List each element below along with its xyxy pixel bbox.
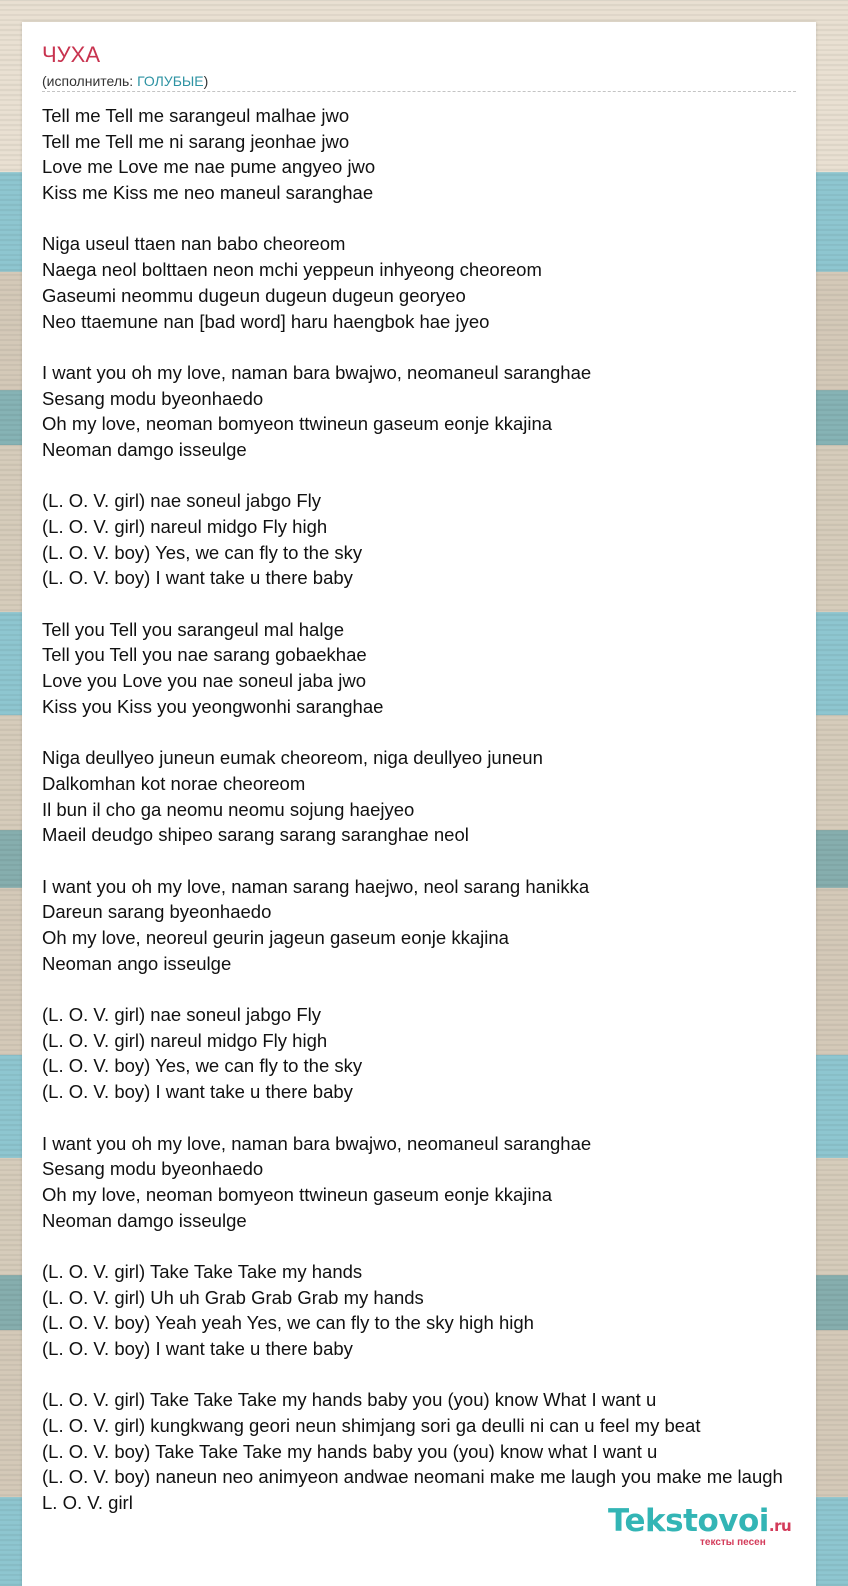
- lyric-line: Naega neol bolttaen neon mchi yeppeun inhyeong cheoreom: [42, 259, 542, 281]
- lyric-line: Neoman ango isseulge: [42, 952, 232, 974]
- lyric-line: Kiss me Kiss me neo maneul saranghae: [42, 182, 374, 204]
- lyric-line: Dareun sarang byeonhaedo: [42, 901, 272, 923]
- lyric-line: L. O. V. girl: [42, 1492, 133, 1514]
- lyric-blank-line: [42, 206, 848, 232]
- lyric-line: Niga deullyeo juneun eumak cheoreom, niga deullyeo juneun: [42, 747, 543, 769]
- lyric-blank-line: [42, 1362, 848, 1388]
- lyric-line: (L. O. V. boy) I want take u there baby: [42, 567, 353, 589]
- lyric-line: (L. O. V. girl) Uh uh Grab Grab Grab my hands: [42, 1286, 424, 1308]
- lyric-blank-line: [42, 848, 848, 874]
- lyric-line: Il bun il cho ga neomu neomu sojung haejyeo: [42, 798, 415, 820]
- artist-suffix: ): [203, 73, 209, 89]
- lyric-line: Love me Love me nae pume angyeo jwo: [42, 156, 376, 178]
- title-divider: [42, 91, 796, 92]
- artist-link[interactable]: ГОЛУБЫЕ: [137, 73, 204, 89]
- lyric-blank-line: [42, 976, 848, 1002]
- logo-name: Tekstovoi: [608, 1503, 769, 1539]
- lyric-line: Dalkomhan kot norae cheoreom: [42, 772, 306, 794]
- lyric-blank-line: [42, 334, 848, 360]
- lyric-line: Oh my love, neoman bomyeon ttwineun gaseum eonje kkajina: [42, 1183, 553, 1205]
- artist-prefix: (исполнитель:: [42, 73, 138, 89]
- lyric-line: (L. O. V. boy) Yeah yeah Yes, we can fly to the sky high high: [42, 1312, 534, 1334]
- lyric-line: Neoman damgo isseulge: [42, 438, 247, 460]
- lyric-line: Niga useul ttaen nan babo cheoreom: [42, 233, 346, 255]
- lyric-line: Love you Love you nae soneul jaba jwo: [42, 670, 366, 692]
- lyric-line: Tell me Tell me sarangeul malhae jwo: [42, 105, 350, 126]
- logo-tagline: тексты песен: [700, 1537, 766, 1548]
- lyric-line: Neo ttaemune nan [bad word] haru haengbok hae jyeo: [42, 310, 490, 332]
- lyrics-text: [42, 103, 848, 1516]
- lyric-line: (L. O. V. boy) I want take u there baby: [42, 1081, 353, 1103]
- lyric-line: Sesang modu byeonhaedo: [42, 1158, 264, 1180]
- lyric-line: Gaseumi neommu dugeun dugeun dugeun georyeo: [42, 284, 466, 306]
- lyric-line: Oh my love, neoman bomyeon ttwineun gaseum eonje kkajina: [42, 413, 553, 435]
- lyric-line: (L. O. V. boy) Take Take Take my hands baby you (you) know what I want u: [42, 1440, 658, 1462]
- lyric-line: Maeil deudgo shipeo sarang sarang saranghae neol: [42, 824, 469, 846]
- lyric-blank-line: [42, 1105, 848, 1131]
- lyric-line: (L. O. V. girl) kungkwang geori neun shimjang sori ga deulli ni can u feel my beat: [42, 1415, 701, 1437]
- lyric-line: Tell me Tell me ni sarang jeonhae jwo: [42, 130, 350, 152]
- lyric-line: (L. O. V. boy) I want take u there baby: [42, 1338, 353, 1359]
- lyric-blank-line: [42, 463, 848, 489]
- lyric-line: Tell you Tell you nae sarang gobaekhae: [42, 644, 367, 666]
- lyric-line: (L. O. V. girl) nae soneul jabgo Fly: [42, 490, 322, 512]
- song-title: ЧУХА: [42, 42, 100, 67]
- lyric-line: Sesang modu byeonhaedo: [42, 387, 264, 409]
- lyric-line: I want you oh my love, naman bara bwajwo, neomaneul saranghae: [42, 1132, 592, 1154]
- artist-line: [42, 73, 208, 89]
- lyric-line: (L. O. V. girl) Take Take Take my hands baby you (you) know What I want u: [42, 1389, 657, 1411]
- lyric-line: Kiss you Kiss you yeongwonhi saranghae: [42, 695, 384, 717]
- lyric-line: Oh my love, neoreul geurin jageun gaseum eonje kkajina: [42, 927, 509, 948]
- lyric-line: Tell you Tell you sarangeul mal halge: [42, 618, 345, 640]
- lyric-line: I want you oh my love, naman sarang haejwo, neol sarang hanikka: [42, 875, 590, 897]
- lyrics-card: [22, 22, 816, 1586]
- lyric-line: I want you oh my love, naman bara bwajwo, neomaneul saranghae: [42, 361, 592, 383]
- lyric-line: (L. O. V. boy) Yes, we can fly to the sky: [42, 541, 363, 563]
- lyric-line: (L. O. V. girl) nae soneul jabgo Fly: [42, 1004, 322, 1026]
- lyric-line: (L. O. V. girl) nareul midgo Fly high: [42, 1029, 328, 1051]
- lyric-blank-line: [42, 1233, 848, 1259]
- lyric-blank-line: [42, 720, 848, 746]
- lyric-line: (L. O. V. girl) Take Take Take my hands: [42, 1260, 363, 1282]
- logo-tld: .ru: [768, 1517, 792, 1535]
- lyric-line: (L. O. V. boy) Yes, we can fly to the sky: [42, 1055, 363, 1077]
- lyric-line: (L. O. V. girl) nareul midgo Fly high: [42, 516, 328, 537]
- lyric-line: (L. O. V. boy) naneun neo animyeon andwae neomani make me laugh you make me laugh: [42, 1466, 783, 1488]
- lyric-blank-line: [42, 591, 848, 617]
- lyric-line: Neoman damgo isseulge: [42, 1209, 247, 1231]
